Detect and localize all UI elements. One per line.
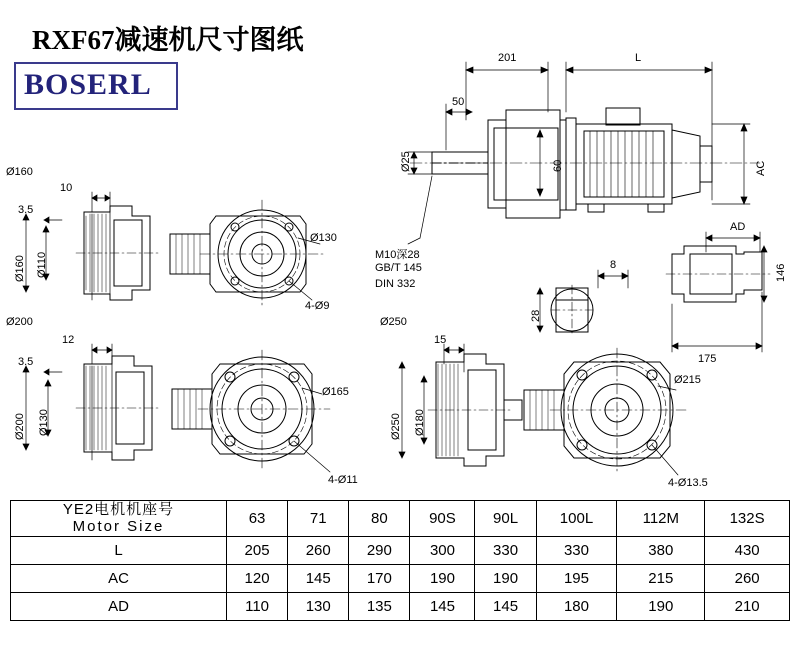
annotation-dim-3_5: 3.5 (18, 204, 34, 216)
table-cell: 130 (288, 592, 349, 620)
table-row (11, 536, 790, 564)
annotation-m10-line3: DIN 332 (375, 278, 416, 290)
annotation-dim-175: 175 (698, 353, 717, 365)
table-cell: 260 (705, 564, 790, 592)
table-col-header: 90S (410, 501, 475, 537)
annotation-dim-3_5b: 3.5 (18, 356, 34, 368)
table-cell: 300 (410, 536, 475, 564)
table-row (11, 592, 790, 620)
annotation-dim-146: 146 (775, 263, 787, 282)
annotation-dim-15: 15 (434, 334, 447, 346)
table-col-header: 112M (617, 501, 705, 537)
annotation-d130-right: Ø130 (310, 232, 337, 244)
table-col-header: 63 (227, 501, 288, 537)
page-title: RXF67减速机尺寸图纸 (32, 25, 304, 55)
table-cell: 110 (227, 592, 288, 620)
table-cell: 205 (227, 536, 288, 564)
annotation-dim-12: 12 (62, 334, 75, 346)
table-cell: 210 (705, 592, 790, 620)
annotation-m10-line1: M10深28 (375, 249, 420, 261)
table-cell: 170 (349, 564, 410, 592)
annotation-d130-left2: Ø130 (38, 409, 50, 436)
table-cell: 145 (475, 592, 536, 620)
table-cell: 180 (536, 592, 617, 620)
annotation-bolt-4-o13_5: 4-Ø13.5 (668, 477, 708, 489)
annotation-bolt-4-o9: 4-Ø9 (305, 300, 330, 312)
annotation-dim-8: 8 (610, 259, 617, 271)
table-cell: 135 (349, 592, 410, 620)
annotation-d25-k6: Ø25 (400, 151, 412, 172)
row-label: L (11, 536, 227, 564)
table-cell: 190 (410, 564, 475, 592)
table-cell: 430 (705, 536, 790, 564)
table-cell: 195 (536, 564, 617, 592)
annotation-dim-201: 201 (498, 52, 517, 64)
annotation-dim-AC: AC (755, 160, 767, 176)
table-col-header: 100L (536, 501, 617, 537)
annotation-d215-right: Ø215 (674, 374, 701, 386)
table-header-line2: Motor Size (72, 518, 165, 536)
annotation-dim-50: 50 (452, 96, 465, 108)
annotation-d160-top: Ø160 (6, 166, 33, 178)
annotation-d200-top: Ø200 (6, 316, 33, 328)
annotation-dim-AD: AD (730, 221, 746, 233)
annotation-dim-60: 60 (552, 159, 564, 172)
table-cell: 380 (617, 536, 705, 564)
annotation-d160-left: Ø160 (14, 255, 26, 282)
annotation-dim-28: 28 (530, 309, 542, 322)
row-label: AD (11, 592, 227, 620)
table-cell: 120 (227, 564, 288, 592)
table-cell: 190 (475, 564, 536, 592)
table-row (11, 564, 790, 592)
table-cell: 190 (617, 592, 705, 620)
annotation-dim-L-top: L (635, 52, 642, 64)
row-label: AC (11, 564, 227, 592)
annotation-d180-left: Ø180 (414, 409, 426, 436)
annotation-dim-10: 10 (60, 182, 73, 194)
annotation-bolt-4-o11: 4-Ø11 (328, 474, 358, 486)
annotation-d110-left: Ø110 (36, 251, 48, 278)
table-col-header: 132S (705, 501, 790, 537)
table-cell: 145 (410, 592, 475, 620)
table-col-header: 71 (288, 501, 349, 537)
table-header-label (11, 501, 227, 537)
table-col-header: 90L (475, 501, 536, 537)
table-col-header: 80 (349, 501, 410, 537)
table-cell: 260 (288, 536, 349, 564)
table-header-line1: YE2电机机座号 (62, 501, 175, 518)
motor-size-table (10, 500, 790, 621)
annotation-d200-left: Ø200 (14, 413, 26, 440)
annotation-d250-top: Ø250 (380, 316, 407, 328)
annotation-d165-right: Ø165 (322, 386, 349, 398)
annotation-d250-left: Ø250 (390, 413, 402, 440)
annotation-m10-line2: GB/T 145 (375, 262, 422, 274)
table-cell: 145 (288, 564, 349, 592)
table-cell: 330 (475, 536, 536, 564)
table-cell: 215 (617, 564, 705, 592)
table-cell: 330 (536, 536, 617, 564)
table-cell: 290 (349, 536, 410, 564)
table-header-row (11, 501, 790, 537)
logo-text: BOSERL (24, 68, 152, 101)
